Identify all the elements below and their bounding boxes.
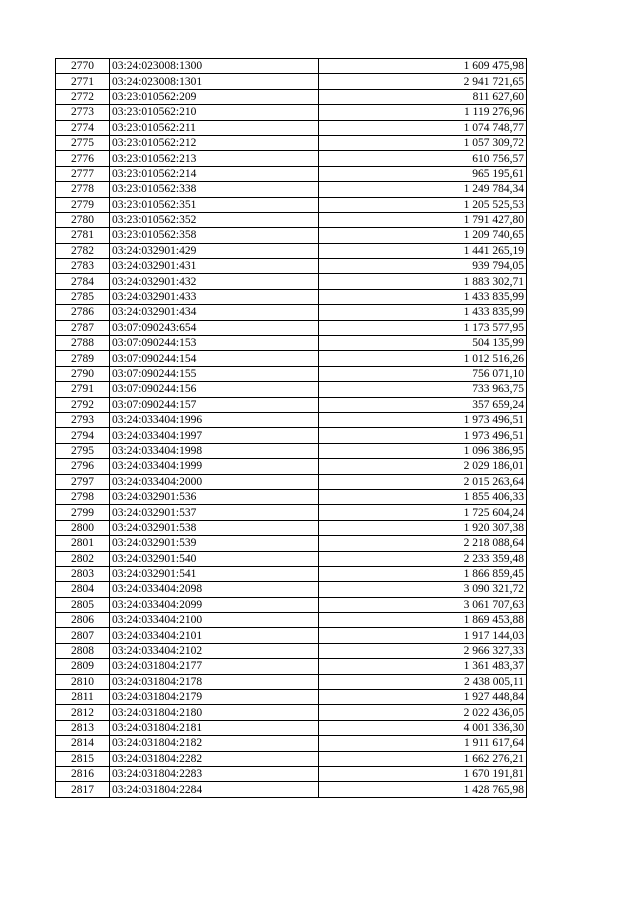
row-number-cell: 2806 [56,613,110,628]
value-cell: 1 428 765,98 [319,782,527,797]
row-number-cell: 2813 [56,720,110,735]
value-cell: 965 195,61 [319,166,527,181]
value-cell: 2 941 721,65 [319,74,527,89]
cadastral-number-cell: 03:23:010562:212 [110,135,319,150]
value-cell: 1 866 859,45 [319,566,527,581]
value-cell: 1 920 307,38 [319,520,527,535]
cadastral-number-cell: 03:24:032901:539 [110,536,319,551]
value-cell: 1 205 525,53 [319,197,527,212]
value-cell: 1 074 748,77 [319,120,527,135]
cadastral-number-cell: 03:24:033404:2000 [110,474,319,489]
cadastral-number-cell: 03:23:010562:209 [110,89,319,104]
table-row [56,520,527,535]
table-row [56,766,527,781]
value-cell: 504 135,99 [319,336,527,351]
cadastral-number-cell: 03:24:033404:1997 [110,428,319,443]
table-row [56,289,527,304]
cadastral-number-cell: 03:23:010562:338 [110,182,319,197]
table-row [56,489,527,504]
value-cell: 1 791 427,80 [319,212,527,227]
table-row [56,628,527,643]
table-row [56,74,527,89]
row-number-cell: 2782 [56,243,110,258]
row-number-cell: 2792 [56,397,110,412]
cadastral-number-cell: 03:23:010562:214 [110,166,319,181]
table-row [56,59,527,74]
value-cell: 1 173 577,95 [319,320,527,335]
cadastral-number-cell: 03:24:033404:1996 [110,412,319,427]
value-cell: 1 927 448,84 [319,690,527,705]
table-row [56,259,527,274]
table-row [56,212,527,227]
row-number-cell: 2800 [56,520,110,535]
value-cell: 2 966 327,33 [319,643,527,658]
table-row [56,135,527,150]
row-number-cell: 2809 [56,659,110,674]
value-cell: 756 071,10 [319,366,527,381]
table-row [56,705,527,720]
row-number-cell: 2796 [56,459,110,474]
value-cell: 1 911 617,64 [319,736,527,751]
row-number-cell: 2808 [56,643,110,658]
table-row [56,412,527,427]
row-number-cell: 2811 [56,690,110,705]
row-number-cell: 2770 [56,59,110,74]
value-cell: 1 855 406,33 [319,489,527,504]
cadastral-number-cell: 03:24:032901:540 [110,551,319,566]
row-number-cell: 2779 [56,197,110,212]
value-cell: 2 233 359,48 [319,551,527,566]
cadastral-number-cell: 03:23:010562:211 [110,120,319,135]
row-number-cell: 2784 [56,274,110,289]
value-cell: 1 249 784,34 [319,182,527,197]
cadastral-number-cell: 03:24:032901:429 [110,243,319,258]
value-cell: 2 218 088,64 [319,536,527,551]
cadastral-number-cell: 03:24:031804:2283 [110,766,319,781]
row-number-cell: 2794 [56,428,110,443]
value-cell: 1 096 386,95 [319,443,527,458]
value-cell: 1 883 302,71 [319,274,527,289]
value-cell: 939 794,05 [319,259,527,274]
value-cell: 1 433 835,99 [319,305,527,320]
value-cell: 2 029 186,01 [319,459,527,474]
row-number-cell: 2798 [56,489,110,504]
row-number-cell: 2787 [56,320,110,335]
table-row [56,613,527,628]
row-number-cell: 2783 [56,259,110,274]
value-cell: 1 361 483,37 [319,659,527,674]
row-number-cell: 2790 [56,366,110,381]
row-number-cell: 2771 [56,74,110,89]
value-cell: 1 433 835,99 [319,289,527,304]
table-row [56,443,527,458]
cadastral-number-cell: 03:07:090244:155 [110,366,319,381]
value-cell: 3 061 707,63 [319,597,527,612]
cadastral-number-cell: 03:23:010562:352 [110,212,319,227]
row-number-cell: 2774 [56,120,110,135]
cadastral-number-cell: 03:24:031804:2179 [110,690,319,705]
table-row [56,505,527,520]
table-row [56,674,527,689]
table-row [56,690,527,705]
row-number-cell: 2816 [56,766,110,781]
value-cell: 733 963,75 [319,382,527,397]
cadastral-number-cell: 03:23:010562:213 [110,151,319,166]
row-number-cell: 2814 [56,736,110,751]
table-row [56,736,527,751]
value-cell: 2 022 436,05 [319,705,527,720]
cadastral-number-cell: 03:24:032901:541 [110,566,319,581]
row-number-cell: 2778 [56,182,110,197]
cadastral-number-cell: 03:24:031804:2177 [110,659,319,674]
cadastral-number-cell: 03:24:031804:2284 [110,782,319,797]
row-number-cell: 2772 [56,89,110,104]
row-number-cell: 2777 [56,166,110,181]
cadastral-number-cell: 03:24:032901:536 [110,489,319,504]
table-row [56,582,527,597]
row-number-cell: 2793 [56,412,110,427]
cadastral-number-cell: 03:24:033404:1999 [110,459,319,474]
row-number-cell: 2781 [56,228,110,243]
table-row [56,474,527,489]
cadastral-number-cell: 03:24:023008:1300 [110,59,319,74]
cadastral-number-cell: 03:24:031804:2182 [110,736,319,751]
cadastral-number-cell: 03:24:031804:2282 [110,751,319,766]
row-number-cell: 2817 [56,782,110,797]
row-number-cell: 2788 [56,336,110,351]
cadastral-number-cell: 03:23:010562:358 [110,228,319,243]
row-number-cell: 2802 [56,551,110,566]
table-row [56,274,527,289]
cadastral-number-cell: 03:24:031804:2178 [110,674,319,689]
row-number-cell: 2797 [56,474,110,489]
value-cell: 1 209 740,65 [319,228,527,243]
row-number-cell: 2780 [56,212,110,227]
row-number-cell: 2815 [56,751,110,766]
row-number-cell: 2785 [56,289,110,304]
table-row [56,351,527,366]
table-row [56,428,527,443]
table-row [56,566,527,581]
value-cell: 610 756,57 [319,151,527,166]
table-row [56,751,527,766]
cadastral-number-cell: 03:24:032901:538 [110,520,319,535]
table-row [56,228,527,243]
cadastral-number-cell: 03:24:032901:434 [110,305,319,320]
table-row [56,551,527,566]
table-row [56,720,527,735]
table-row [56,105,527,120]
table-row [56,197,527,212]
cadastral-number-cell: 03:24:031804:2181 [110,720,319,735]
row-number-cell: 2805 [56,597,110,612]
table-row [56,659,527,674]
row-number-cell: 2804 [56,582,110,597]
cadastral-number-cell: 03:07:090244:157 [110,397,319,412]
cadastral-number-cell: 03:07:090244:153 [110,336,319,351]
table-row [56,151,527,166]
value-cell: 1 662 276,21 [319,751,527,766]
value-cell: 1 012 516,26 [319,351,527,366]
row-number-cell: 2807 [56,628,110,643]
value-cell: 2 015 263,64 [319,474,527,489]
table-row [56,597,527,612]
cadastral-number-cell: 03:24:023008:1301 [110,74,319,89]
table-row [56,120,527,135]
value-cell: 1 725 604,24 [319,505,527,520]
value-cell: 357 659,24 [319,397,527,412]
cadastral-number-cell: 03:24:032901:433 [110,289,319,304]
value-cell: 3 090 321,72 [319,582,527,597]
table-row [56,182,527,197]
row-number-cell: 2786 [56,305,110,320]
table-row [56,643,527,658]
row-number-cell: 2799 [56,505,110,520]
value-cell: 1 869 453,88 [319,613,527,628]
table-row [56,782,527,797]
table-row [56,536,527,551]
value-cell: 4 001 336,30 [319,720,527,735]
cadastral-number-cell: 03:23:010562:351 [110,197,319,212]
value-cell: 1 917 144,03 [319,628,527,643]
row-number-cell: 2801 [56,536,110,551]
table-row [56,397,527,412]
cadastral-number-cell: 03:24:031804:2180 [110,705,319,720]
value-cell: 1 973 496,51 [319,412,527,427]
cadastral-number-cell: 03:24:032901:537 [110,505,319,520]
value-cell: 811 627,60 [319,89,527,104]
table-row [56,89,527,104]
table-row [56,166,527,181]
cadastral-number-cell: 03:07:090244:154 [110,351,319,366]
cadastral-number-cell: 03:24:033404:2100 [110,613,319,628]
table-row [56,320,527,335]
row-number-cell: 2789 [56,351,110,366]
row-number-cell: 2791 [56,382,110,397]
value-cell: 1 441 265,19 [319,243,527,258]
table-row [56,459,527,474]
table-row [56,336,527,351]
cadastral-number-cell: 03:23:010562:210 [110,105,319,120]
table-row [56,305,527,320]
value-cell: 1 057 309,72 [319,135,527,150]
data-table [55,58,527,798]
cadastral-number-cell: 03:07:090244:156 [110,382,319,397]
value-cell: 1 609 475,98 [319,59,527,74]
row-number-cell: 2775 [56,135,110,150]
value-cell: 2 438 005,11 [319,674,527,689]
table-row [56,243,527,258]
row-number-cell: 2812 [56,705,110,720]
row-number-cell: 2795 [56,443,110,458]
row-number-cell: 2773 [56,105,110,120]
value-cell: 1 973 496,51 [319,428,527,443]
cadastral-number-cell: 03:24:033404:2102 [110,643,319,658]
cadastral-number-cell: 03:24:033404:1998 [110,443,319,458]
table-row [56,382,527,397]
value-cell: 1 119 276,96 [319,105,527,120]
cadastral-number-cell: 03:24:033404:2101 [110,628,319,643]
cadastral-number-cell: 03:24:033404:2098 [110,582,319,597]
row-number-cell: 2810 [56,674,110,689]
value-cell: 1 670 191,81 [319,766,527,781]
row-number-cell: 2776 [56,151,110,166]
table-row [56,366,527,381]
cadastral-number-cell: 03:07:090243:654 [110,320,319,335]
cadastral-number-cell: 03:24:033404:2099 [110,597,319,612]
cadastral-number-cell: 03:24:032901:432 [110,274,319,289]
cadastral-number-cell: 03:24:032901:431 [110,259,319,274]
table-body [56,59,527,798]
row-number-cell: 2803 [56,566,110,581]
